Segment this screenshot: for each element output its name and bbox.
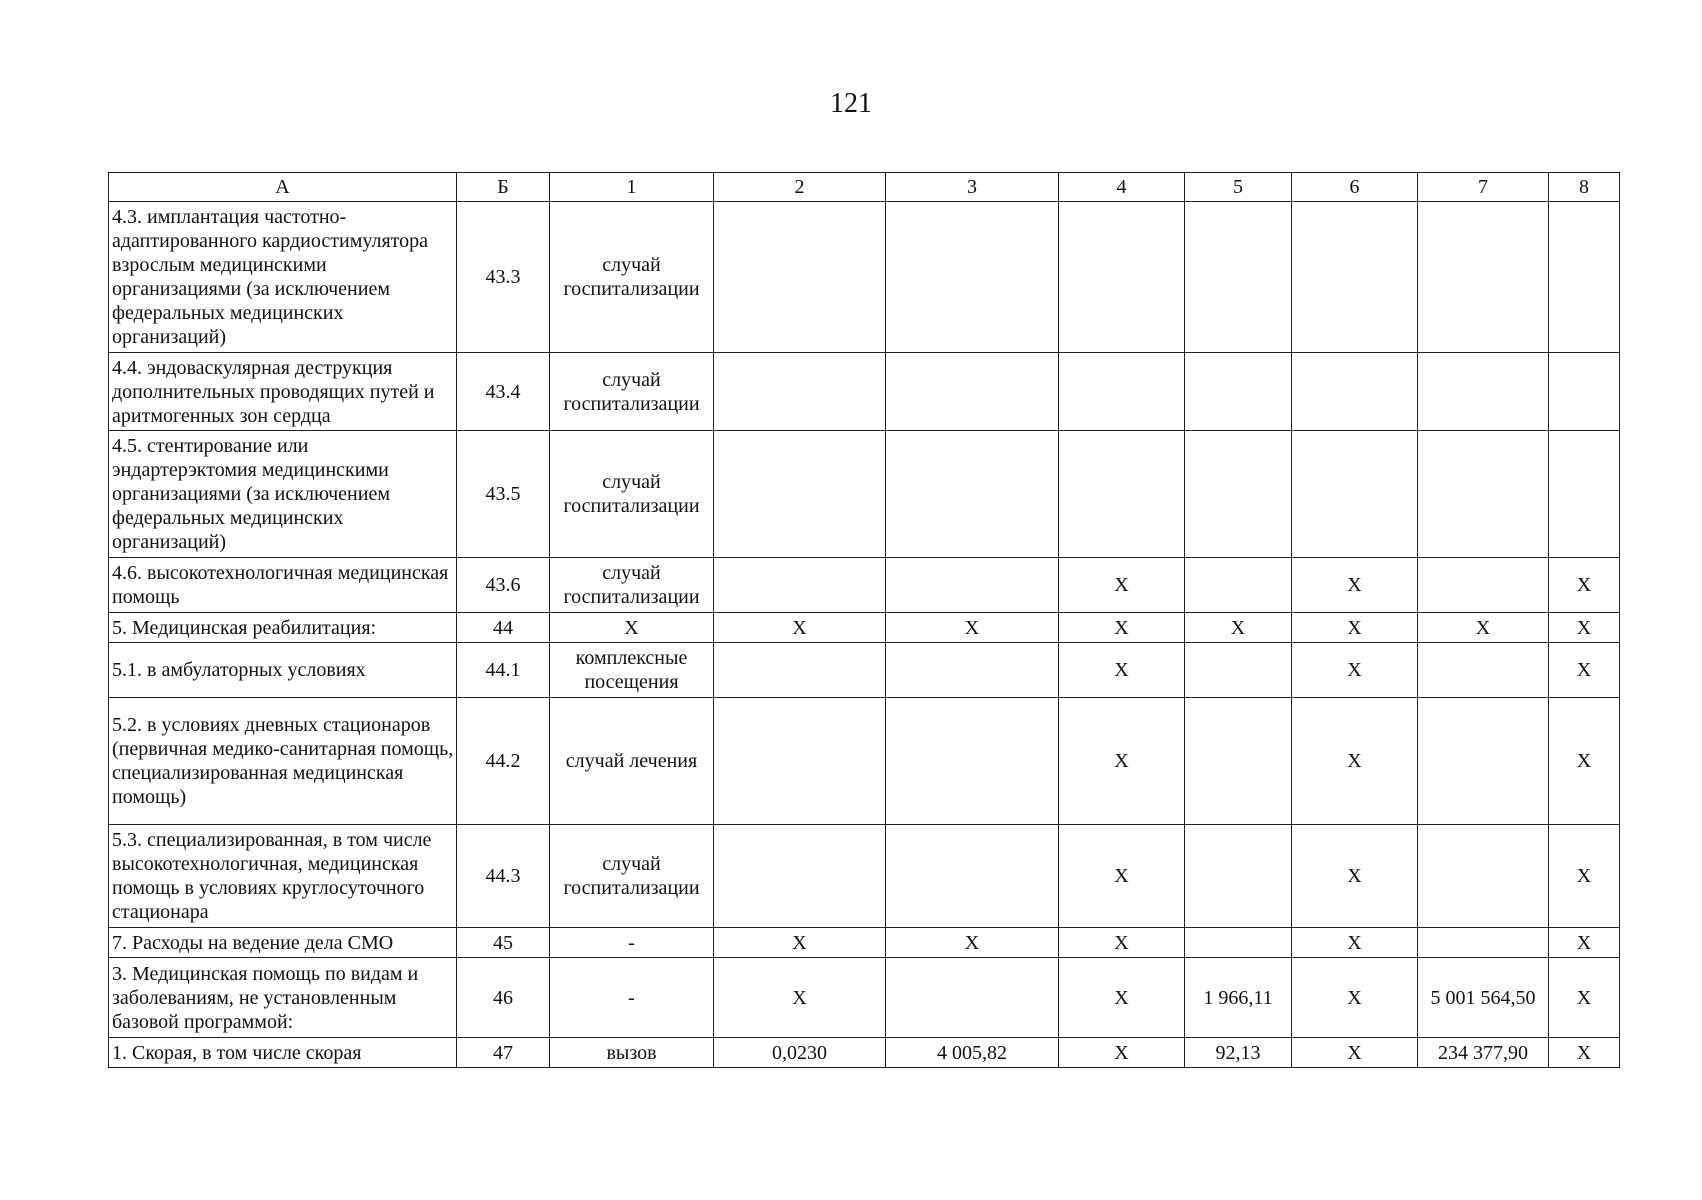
table-cell: 44.1 xyxy=(457,643,550,698)
table-cell: Х xyxy=(1549,928,1620,958)
row-name-cell: 4.3. имплантация частотно-адаптированного кардиостимулятора взрослым медицинскими организациями (за исключением федеральных медицинских организаций) xyxy=(109,202,457,353)
table-cell: вызов xyxy=(550,1038,714,1068)
table-cell: 92,13 xyxy=(1185,1038,1292,1068)
row-name-cell: 4.6. высокотехнологичная медицинская помощь xyxy=(109,558,457,613)
table-cell: Х xyxy=(550,613,714,643)
table-cell: 47 xyxy=(457,1038,550,1068)
table-cell: случай госпитализации xyxy=(550,353,714,431)
table-cell: 5 001 564,50 xyxy=(1418,958,1549,1038)
table-cell xyxy=(1292,431,1418,558)
table-cell: 44.2 xyxy=(457,698,550,825)
row-name-cell: 4.5. стентирование или эндартерэктомия медицинскими организациями (за исключением федеральных медицинских организаций) xyxy=(109,431,457,558)
row-name-cell: 5.1. в амбулаторных условиях xyxy=(109,643,457,698)
header-cell: 5 xyxy=(1185,173,1292,202)
header-cell: Б xyxy=(457,173,550,202)
table-cell xyxy=(1185,431,1292,558)
table-cell: Х xyxy=(886,613,1059,643)
table-cell: Х xyxy=(1059,928,1185,958)
row-name-cell: 4.4. эндоваскулярная деструкция дополнительных проводящих путей и аритмогенных зон сердца xyxy=(109,353,457,431)
row-name-cell: 3. Медицинская помощь по видам и заболеваниям, не установленным базовой программой: xyxy=(109,958,457,1038)
table-cell xyxy=(1185,825,1292,928)
table-cell xyxy=(714,353,886,431)
table-cell: Х xyxy=(1549,558,1620,613)
table-cell: Х xyxy=(1292,643,1418,698)
table-cell: Х xyxy=(1549,958,1620,1038)
table-cell: случай лечения xyxy=(550,698,714,825)
table-cell xyxy=(1292,202,1418,353)
row-name-cell: 5.2. в условиях дневных стационаров (первичная медико-санитарная помощь, специализированная медицинская помощь) xyxy=(109,698,457,825)
table-cell: Х xyxy=(1292,825,1418,928)
table-row xyxy=(109,643,1620,698)
table-row xyxy=(109,353,1620,431)
table-cell xyxy=(1059,202,1185,353)
table-cell: Х xyxy=(714,613,886,643)
table-cell: 43.4 xyxy=(457,353,550,431)
table-cell xyxy=(1549,431,1620,558)
table-cell xyxy=(1185,643,1292,698)
table-cell: Х xyxy=(1292,928,1418,958)
table-cell: Х xyxy=(1292,698,1418,825)
row-name-cell: 5. Медицинская реабилитация: xyxy=(109,613,457,643)
header-cell: 4 xyxy=(1059,173,1185,202)
row-name-cell: 7. Расходы на ведение дела СМО xyxy=(109,928,457,958)
table-cell: Х xyxy=(1059,698,1185,825)
header-cell: 3 xyxy=(886,173,1059,202)
table-cell xyxy=(886,643,1059,698)
table-row xyxy=(109,825,1620,928)
table-cell xyxy=(1059,353,1185,431)
table-cell: - xyxy=(550,928,714,958)
table-cell xyxy=(714,825,886,928)
table-cell: Х xyxy=(1549,613,1620,643)
table-cell xyxy=(1292,353,1418,431)
table-cell xyxy=(714,558,886,613)
row-name-cell: 1. Скорая, в том числе скорая xyxy=(109,1038,457,1068)
table-cell xyxy=(1418,643,1549,698)
table-cell: Х xyxy=(1292,1038,1418,1068)
table-cell: Х xyxy=(1549,1038,1620,1068)
table-body xyxy=(109,202,1620,1068)
table-cell: случай госпитализации xyxy=(550,558,714,613)
table-row xyxy=(109,431,1620,558)
table-cell: 1 966,11 xyxy=(1185,958,1292,1038)
table-cell: 43.3 xyxy=(457,202,550,353)
table-cell xyxy=(886,958,1059,1038)
table-cell: 234 377,90 xyxy=(1418,1038,1549,1068)
row-name-cell: 5.3. специализированная, в том числе высокотехнологичная, медицинская помощь в условиях круглосуточного стационара xyxy=(109,825,457,928)
table-cell: Х xyxy=(886,928,1059,958)
table-cell: Х xyxy=(1059,558,1185,613)
table-cell: 44 xyxy=(457,613,550,643)
table-cell: 46 xyxy=(457,958,550,1038)
header-cell: 7 xyxy=(1418,173,1549,202)
table-cell: - xyxy=(550,958,714,1038)
table-cell: Х xyxy=(1292,958,1418,1038)
table-cell: 45 xyxy=(457,928,550,958)
table-cell: случай госпитализации xyxy=(550,825,714,928)
table-row xyxy=(109,558,1620,613)
table-cell: 44.3 xyxy=(457,825,550,928)
table-row xyxy=(109,928,1620,958)
table-cell xyxy=(714,698,886,825)
table-row xyxy=(109,698,1620,825)
table-row xyxy=(109,202,1620,353)
table-cell: Х xyxy=(1059,825,1185,928)
table-cell xyxy=(886,431,1059,558)
table-cell: Х xyxy=(1549,643,1620,698)
table-cell: Х xyxy=(1418,613,1549,643)
table-row xyxy=(109,1038,1620,1068)
table-cell xyxy=(1418,698,1549,825)
table-cell: Х xyxy=(1549,698,1620,825)
table-cell: случай госпитализации xyxy=(550,431,714,558)
table-cell xyxy=(1418,928,1549,958)
table-cell xyxy=(1549,353,1620,431)
table-cell: 0,0230 xyxy=(714,1038,886,1068)
header-cell: 8 xyxy=(1549,173,1620,202)
table-cell xyxy=(886,558,1059,613)
header-cell: А xyxy=(109,173,457,202)
table-cell: Х xyxy=(1059,1038,1185,1068)
table-cell xyxy=(1418,353,1549,431)
table-cell xyxy=(1059,431,1185,558)
table-cell xyxy=(714,431,886,558)
table-cell xyxy=(886,353,1059,431)
table-cell xyxy=(886,202,1059,353)
table-cell xyxy=(1185,698,1292,825)
table-cell: Х xyxy=(1549,825,1620,928)
table-row xyxy=(109,958,1620,1038)
table-cell: Х xyxy=(1292,613,1418,643)
header-row xyxy=(109,173,1620,202)
table-cell xyxy=(714,643,886,698)
table-cell xyxy=(1185,353,1292,431)
table-cell xyxy=(1418,431,1549,558)
table-cell: 43.6 xyxy=(457,558,550,613)
table-row xyxy=(109,613,1620,643)
table-cell: Х xyxy=(714,958,886,1038)
table-cell xyxy=(886,825,1059,928)
table-cell xyxy=(1185,558,1292,613)
table-cell xyxy=(714,202,886,353)
table-cell xyxy=(1185,928,1292,958)
table-cell: 4 005,82 xyxy=(886,1038,1059,1068)
page-number: 121 xyxy=(830,88,872,119)
table-cell xyxy=(1549,202,1620,353)
header-cell: 6 xyxy=(1292,173,1418,202)
table-cell: Х xyxy=(714,928,886,958)
table-cell xyxy=(1418,825,1549,928)
table-cell: комплексные посещения xyxy=(550,643,714,698)
table-cell xyxy=(1418,202,1549,353)
table-cell xyxy=(886,698,1059,825)
tariff-table xyxy=(108,172,1620,1068)
table-cell: случай госпитализации xyxy=(550,202,714,353)
table-cell xyxy=(1185,202,1292,353)
header-cell: 1 xyxy=(550,173,714,202)
table-cell: Х xyxy=(1292,558,1418,613)
table-cell: Х xyxy=(1185,613,1292,643)
table-cell: Х xyxy=(1059,613,1185,643)
table-cell: Х xyxy=(1059,643,1185,698)
table-cell: Х xyxy=(1059,958,1185,1038)
table-cell: 43.5 xyxy=(457,431,550,558)
table-cell xyxy=(1418,558,1549,613)
header-cell: 2 xyxy=(714,173,886,202)
